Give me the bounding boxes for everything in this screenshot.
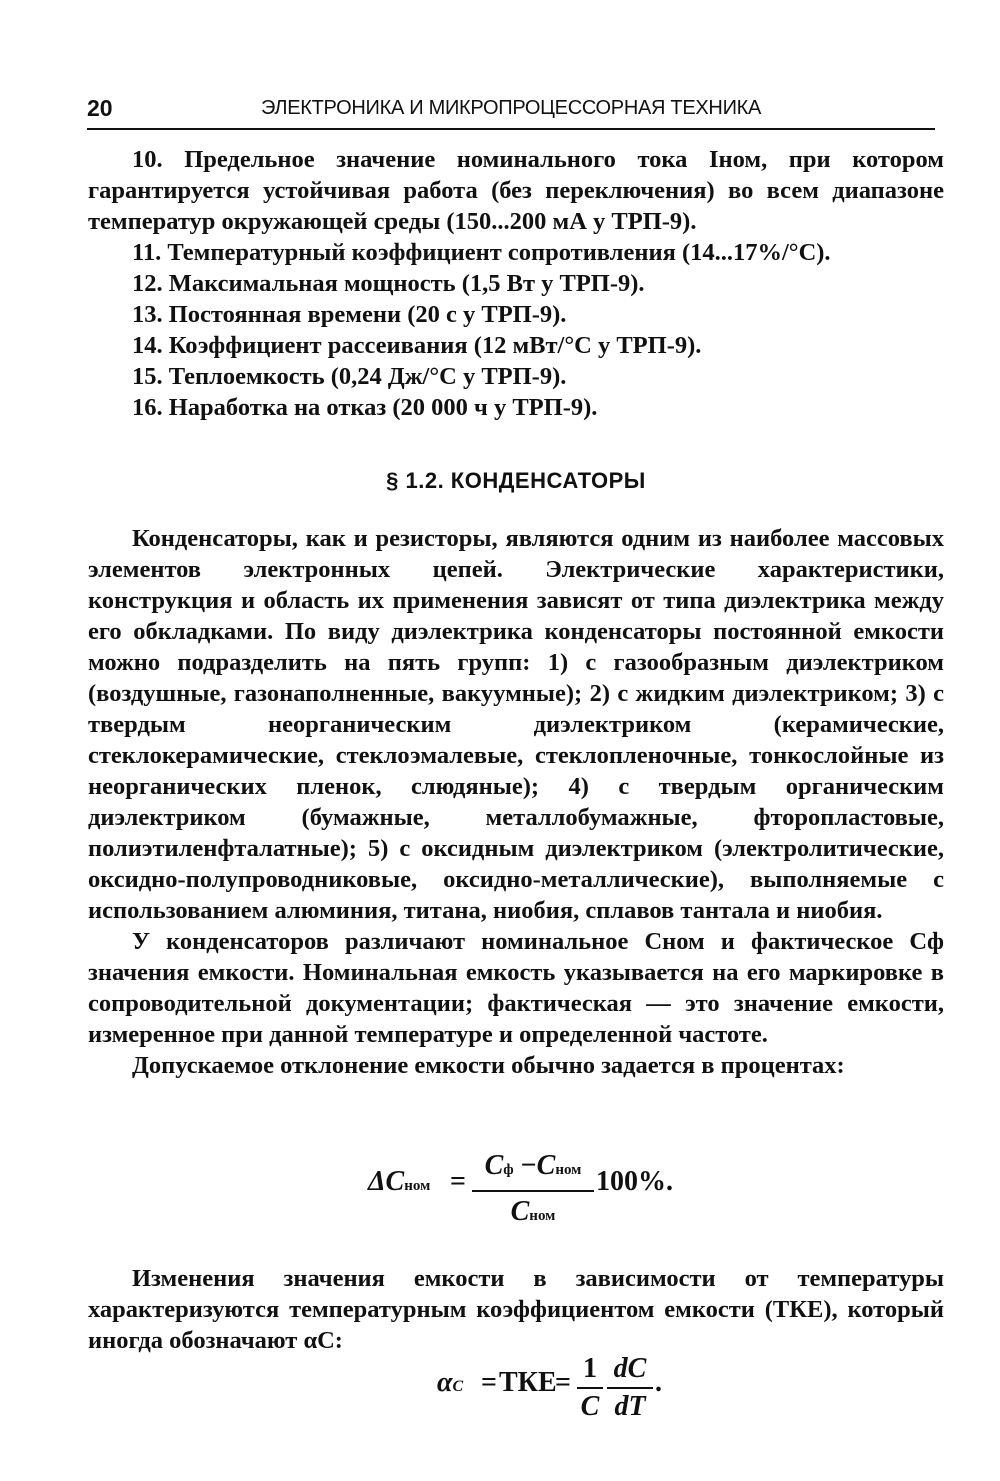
list-item: 11. Температурный коэффициент сопротивления (14...17%/°С). (132, 239, 831, 266)
formula-fraction (577, 1351, 603, 1425)
paragraph-capacitor-types: Конденсаторы, как и резисторы, являются одним из наиболее массовых элементов электронных цепей. Электрические характеристики, конструкция и область их применения зависят от типа диэлектрика между его обкладками. По виду диэлектрика конденсаторы постоянной емкости можно подразделить на пять групп: 1) с газообразным диэлектриком (воздушные, газонаполненные, вакуумные); 2) с жидким диэлектриком; 3) с твердым неорганическим диэлектриком (керамические, стеклокерамические, стеклоэмалевые, стеклопленочные, тонкослойные из неорганических пленок, слюдяные); 4) с твердым органическим диэлектриком (бумажные, металлобумажные, фторопластовые, полиэтиленфталатные); 5) с оксидным диэлектриком (электролитические, оксидно-полупроводниковые, оксидно-металлические), выполняемые с использованием алюминия, титана, ниобия, сплавов тантала и ниобия. (88, 525, 944, 924)
list-item: 13. Постоянная времени (20 с у ТРП-9). (132, 301, 567, 328)
formula-denominator: dT (614, 1391, 646, 1422)
parameter-list (88, 144, 944, 423)
list-item: 14. Коэффициент рассеивания (12 мВт/°С у ТРП-9). (132, 332, 702, 359)
section-heading: § 1.2. КОНДЕНСАТОРЫ (386, 468, 646, 493)
paragraph-tolerance: Допускаемое отклонение емкости обычно задается в процентах: (132, 1052, 845, 1079)
formula-numerator: Cф −Cном (484, 1150, 582, 1181)
formula-rhs: 100%. (596, 1166, 673, 1197)
book-title: ЭЛЕКТРОНИКА И МИКРОПРОЦЕССОРНАЯ ТЕХНИКА (261, 97, 762, 119)
formula-lhs: ΔCном (368, 1166, 431, 1197)
list-item: 12. Максимальная мощность (1,5 Вт у ТРП-9). (132, 270, 645, 297)
formula-end: . (655, 1367, 662, 1398)
body-text-2 (88, 1263, 944, 1356)
formula-fraction (607, 1351, 653, 1425)
body-text-1 (88, 523, 944, 1081)
list-item: 16. Наработка на отказ (20 000 ч у ТРП-9). (132, 394, 598, 421)
list-item: 15. Теплоемкость (0,24 Дж/°С у ТРП-9). (132, 363, 567, 390)
formula-equals: = (555, 1367, 571, 1398)
list-item: 10. Предельное значение номинального тока Iном, при котором гарантируется устойчивая работа (без переключения) во всем диапазоне температур окружающей среды (150...200 мА у ТРП-9). (88, 146, 944, 235)
formula-denominator: C (580, 1391, 600, 1422)
formula-lhs: αC (437, 1367, 464, 1398)
paragraph-nominal-capacitance: У конденсаторов различают номинальное Cном и фактическое Cф значения емкости. Номинальная емкость указывается на его маркировке в сопроводительной документации; фактическая — это значение емкости, измеренное при данной температуре и определенной частоте. (88, 928, 944, 1048)
page-number: 20 (87, 95, 113, 121)
capacitance-deviation-formula (368, 1146, 688, 1236)
header-rule (87, 128, 935, 130)
running-head (87, 93, 935, 129)
formula-numerator: dC (613, 1353, 647, 1384)
formula-equals: = (450, 1166, 466, 1197)
formula-tke: ТКЕ (499, 1367, 557, 1398)
paragraph-tke: Изменения значения емкости в зависимости от температуры характеризуются температурным коэффициентом емкости (ТКЕ), который иногда обозначают αC: (88, 1265, 944, 1354)
formula-fraction (472, 1146, 594, 1236)
formula-equals: = (481, 1367, 497, 1398)
tke-formula (437, 1351, 667, 1431)
formula-numerator: 1 (583, 1353, 597, 1384)
formula-denominator: Cном (510, 1196, 556, 1227)
